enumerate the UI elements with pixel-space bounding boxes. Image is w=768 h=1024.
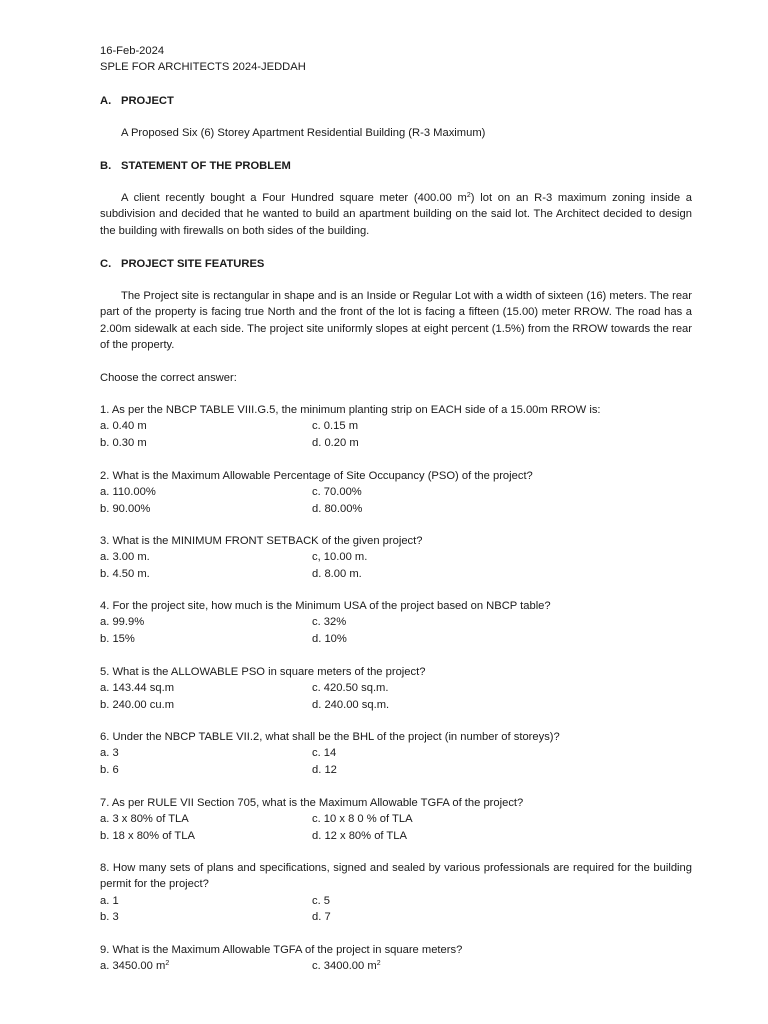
- option-d: d. 7: [312, 910, 331, 923]
- option-c-text: c. 3400.00 m: [312, 960, 377, 973]
- answer-options: [100, 614, 692, 647]
- option-a: a. 3: [100, 747, 119, 760]
- option-b: b. 15%: [100, 632, 135, 645]
- question-text: 3. What is the MINIMUM FRONT SETBACK of the given project?: [100, 535, 423, 547]
- option-a: a. 3.00 m.: [100, 551, 150, 564]
- option-d: d. 240.00 sq.m.: [312, 698, 390, 711]
- question-item: [100, 795, 692, 844]
- option-a-superscript: 2: [165, 960, 170, 968]
- question-text: 5. What is the ALLOWABLE PSO in square meters of the project?: [100, 666, 426, 678]
- section-a-letter: A.: [100, 95, 112, 107]
- option-b: b. 4.50 m.: [100, 567, 150, 580]
- answer-options: [100, 893, 692, 926]
- option-d: d. 0.20 m: [312, 436, 359, 449]
- option-c: c. 420.50 sq.m.: [312, 682, 389, 695]
- question-text: 2. What is the Maximum Allowable Percentage of Site Occupancy (PSO) of the project?: [100, 470, 533, 482]
- option-a: a. 143.44 sq.m: [100, 682, 175, 695]
- option-a: a. 3 x 80% of TLA: [100, 813, 189, 826]
- answer-options: [100, 418, 692, 451]
- answer-options: [100, 680, 692, 713]
- header-date: 16-Feb-2024: [100, 45, 165, 57]
- section-c-paragraph: The Project site is rectangular in shape and is an Inside or Regular Lot with a width of sixteen (16) meters. The rear part of the property is facing true North and the front of the lot is facing a fifteen (15.00) meter RROW. The road has a 2.00m sidewalk at each side. The project site uniformly slopes at eight percent (1.5%) from the RROW towards the rear of the property.: [100, 290, 692, 351]
- question-item: [100, 729, 692, 778]
- option-d: d. 10%: [312, 632, 347, 645]
- option-b: b. 18 x 80% of TLA: [100, 829, 195, 842]
- section-a-heading: [100, 93, 692, 109]
- section-c-heading: [100, 256, 692, 272]
- document-header: [100, 43, 692, 76]
- instruction-text: Choose the correct answer:: [100, 372, 237, 384]
- option-c: c, 10.00 m.: [312, 551, 368, 564]
- question-item: [100, 598, 692, 647]
- question-text: 9. What is the Maximum Allowable TGFA of the project in square meters?: [100, 944, 463, 956]
- answer-options: [100, 745, 692, 778]
- section-b-title: STATEMENT OF THE PROBLEM: [121, 160, 291, 172]
- option-d: d. 80.00%: [312, 502, 363, 515]
- section-b-text-part1: A client recently bought a Four Hundred square meter (400.00 m: [121, 192, 467, 204]
- option-a: a. 99.9%: [100, 616, 145, 629]
- option-d: d. 12 x 80% of TLA: [312, 829, 407, 842]
- header-exam-title: SPLE FOR ARCHITECTS 2024-JEDDAH: [100, 61, 306, 74]
- section-b-heading: [100, 158, 692, 174]
- question-item: [100, 402, 692, 451]
- section-a-title: PROJECT: [121, 95, 174, 107]
- option-c: c. 10 x 8 0 % of TLA: [312, 813, 413, 826]
- question-item: [100, 664, 692, 713]
- answer-options: [100, 484, 692, 517]
- option-b: b. 6: [100, 763, 119, 776]
- option-a: a. 110.00%: [100, 486, 156, 499]
- option-a-text: a. 3450.00 m: [100, 960, 166, 973]
- answer-options: [100, 958, 692, 991]
- question-item: [100, 860, 692, 926]
- option-b: b. 90.00%: [100, 502, 151, 515]
- question-item: [100, 533, 692, 582]
- option-d: d. 8.00 m.: [312, 567, 362, 580]
- option-c: c. 14: [312, 747, 337, 760]
- option-a: a. 0.40 m: [100, 420, 147, 433]
- option-b: b. 240.00 cu.m: [100, 698, 175, 711]
- option-b: b. 3: [100, 910, 119, 923]
- section-b-paragraph: [100, 190, 692, 239]
- option-c: c. 0.15 m: [312, 420, 359, 433]
- option-c: c. 32%: [312, 616, 347, 629]
- option-c: c. 70.00%: [312, 486, 362, 499]
- section-b-letter: B.: [100, 160, 112, 172]
- option-a: [100, 958, 169, 974]
- option-d: d. 12: [312, 763, 337, 776]
- option-c: c. 5: [312, 894, 331, 907]
- option-a: a. 1: [100, 894, 119, 907]
- question-item: [100, 468, 692, 517]
- squared-superscript: 2: [466, 192, 471, 199]
- answer-options: [100, 811, 692, 844]
- question-item: [100, 942, 692, 991]
- question-text: 7. As per RULE VII Section 705, what is the Maximum Allowable TGFA of the project?: [100, 797, 524, 809]
- question-text: 4. For the project site, how much is the Minimum USA of the project based on NBCP table?: [100, 600, 551, 612]
- question-text: 8. How many sets of plans and specifications, signed and sealed by various professionals are required for the building permit for the project?: [100, 862, 692, 891]
- option-c-superscript: 2: [376, 960, 381, 968]
- section-c-letter: C.: [100, 258, 112, 270]
- answer-options: [100, 549, 692, 582]
- question-text: 1. As per the NBCP TABLE VIII.G.5, the minimum planting strip on EACH side of a 15.00m RROW is:: [100, 404, 601, 416]
- question-text: 6. Under the NBCP TABLE VII.2, what shall be the BHL of the project (in number of storeys)?: [100, 731, 560, 743]
- option-b: b. 0.30 m: [100, 436, 147, 449]
- option-c: [312, 958, 381, 974]
- section-b-text-part2: ) lot on an R-3 maximum zoning inside a subdivision and decided that he wanted to build an apartment building on the said lot. The Architect decided to design the building with firewalls on both sides of the building.: [100, 192, 692, 237]
- section-c-title: PROJECT SITE FEATURES: [121, 258, 265, 270]
- section-a-text: A Proposed Six (6) Storey Apartment Residential Building (R-3 Maximum): [121, 127, 486, 139]
